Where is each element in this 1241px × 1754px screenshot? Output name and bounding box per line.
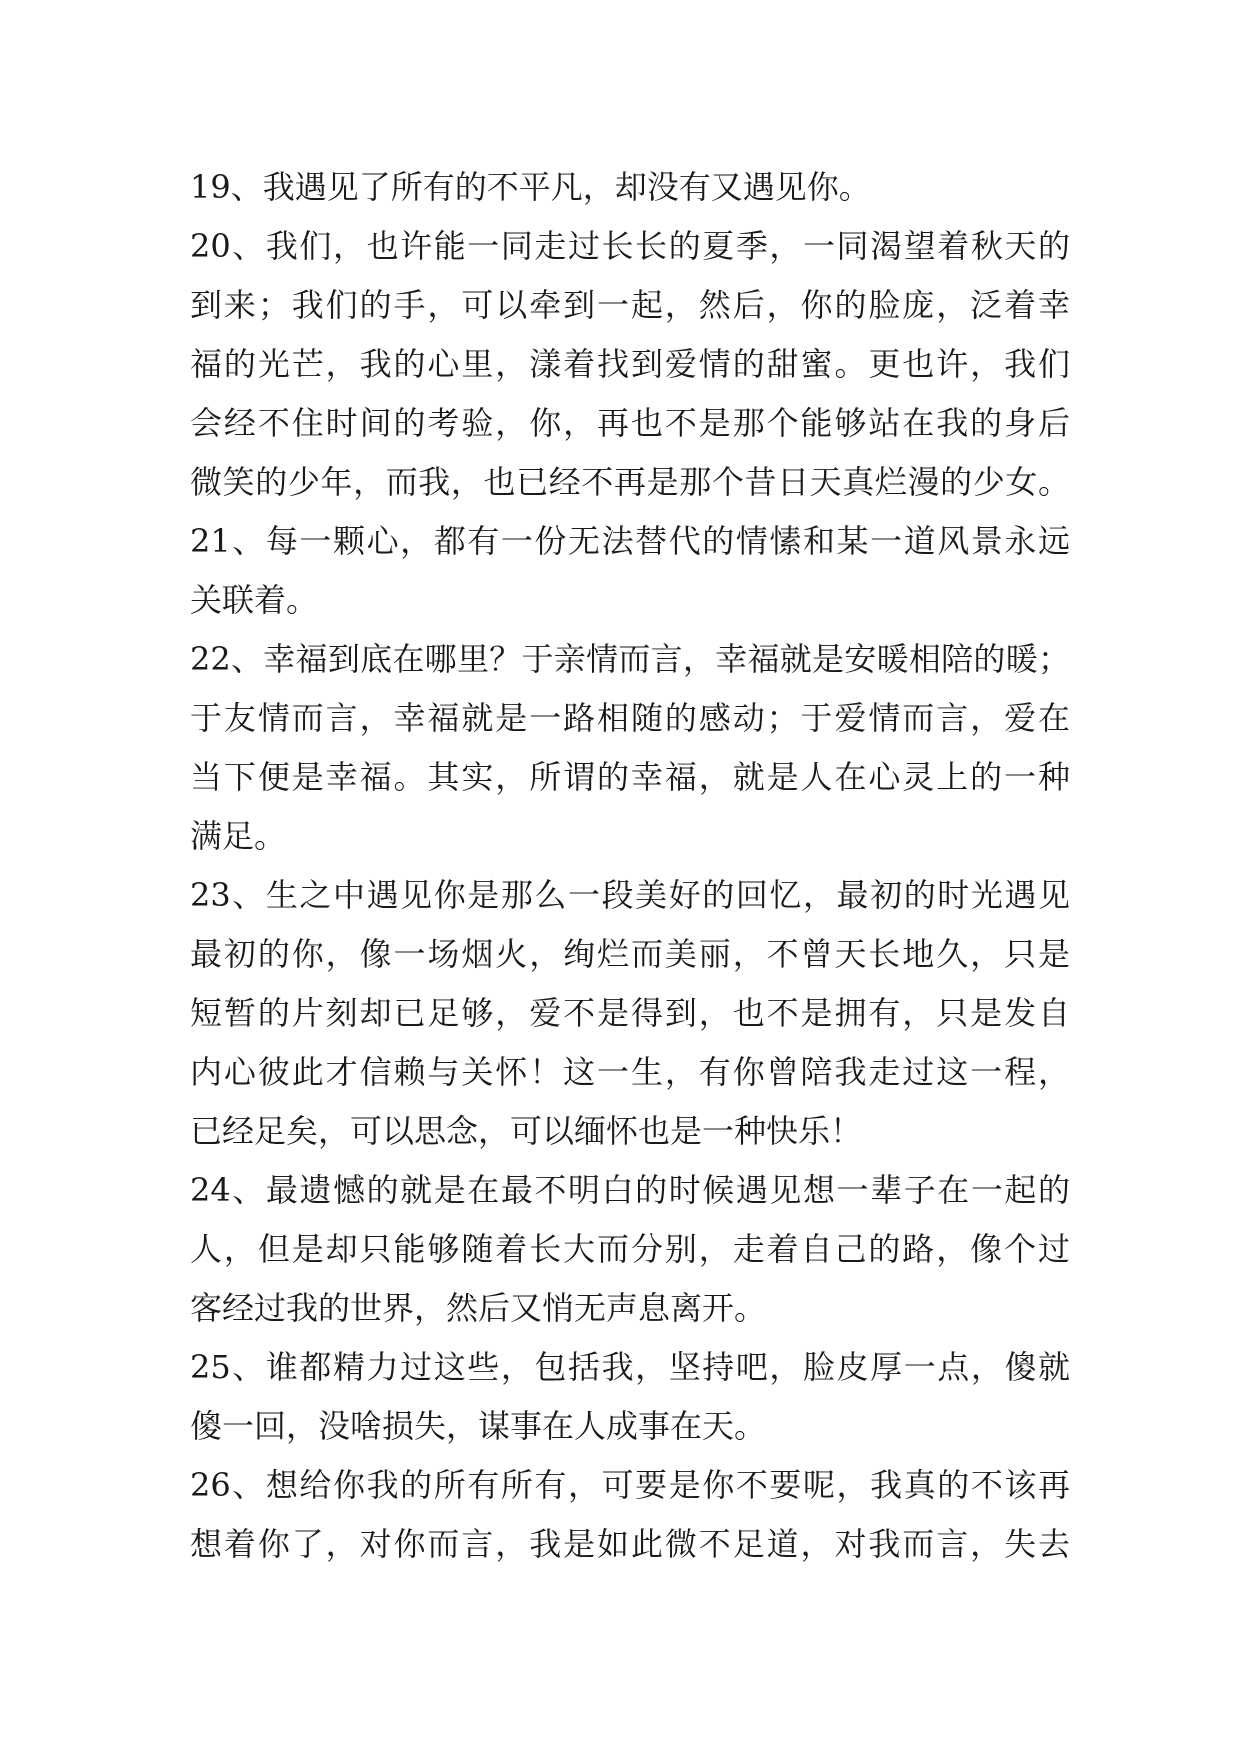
text-line: 微笑的少年，而我，也已经不再是那个昔日天真烂漫的少女。	[190, 463, 1070, 501]
text-line: 人，但是却只能够随着长大而分别，走着自己的路，像个过	[190, 1230, 1070, 1268]
text-line: 25、谁都精力过这些，包括我，坚持吧，脸皮厚一点，傻就	[190, 1348, 1070, 1386]
text-line: 客经过我的世界，然后又悄无声息离开。	[190, 1289, 767, 1327]
text-line: 关联着。	[190, 581, 319, 619]
text-line: 最初的你，像一场烟火，绚烂而美丽，不曾天长地久，只是	[190, 935, 1070, 973]
text-line: 会经不住时间的考验，你，再也不是那个能够站在我的身后	[190, 404, 1070, 442]
text-line: 傻一回，没啥损失，谋事在人成事在天。	[190, 1407, 767, 1445]
text-line: 20、我们，也许能一同走过长长的夏季，一同渴望着秋天的	[190, 227, 1070, 265]
text-line: 21、每一颗心，都有一份无法替代的情愫和某一道风景永远	[190, 522, 1070, 560]
text-line: 24、最遗憾的就是在最不明白的时候遇见想一辈子在一起的	[190, 1171, 1070, 1209]
text-line: 福的光芒，我的心里，漾着找到爱情的甜蜜。更也许，我们	[190, 345, 1070, 383]
text-line: 内心彼此才信赖与关怀！这一生，有你曾陪我走过这一程，	[190, 1053, 1070, 1091]
text-line: 23、生之中遇见你是那么一段美好的回忆，最初的时光遇见	[190, 876, 1070, 914]
text-line: 短暂的片刻却已足够，爱不是得到，也不是拥有，只是发自	[190, 994, 1070, 1032]
text-line: 19、我遇见了所有的不平凡，却没有又遇见你。	[190, 168, 871, 206]
text-line: 于友情而言，幸福就是一路相随的感动；于爱情而言，爱在	[190, 699, 1070, 737]
text-line: 26、想给你我的所有所有，可要是你不要呢，我真的不该再	[190, 1466, 1070, 1504]
text-line: 到来；我们的手，可以牵到一起，然后，你的脸庞，泛着幸	[190, 286, 1070, 324]
text-line: 当下便是幸福。其实，所谓的幸福，就是人在心灵上的一种	[190, 758, 1070, 796]
text-line: 想着你了，对你而言，我是如此微不足道，对我而言，失去	[190, 1525, 1070, 1563]
document-body	[190, 158, 1070, 1574]
text-line: 满足。	[190, 817, 287, 855]
text-line: 已经足矣，可以思念，可以缅怀也是一种快乐！	[190, 1112, 863, 1150]
text-line: 22、幸福到底在哪里？于亲情而言，幸福就是安暖相陪的暖；	[190, 640, 1070, 678]
